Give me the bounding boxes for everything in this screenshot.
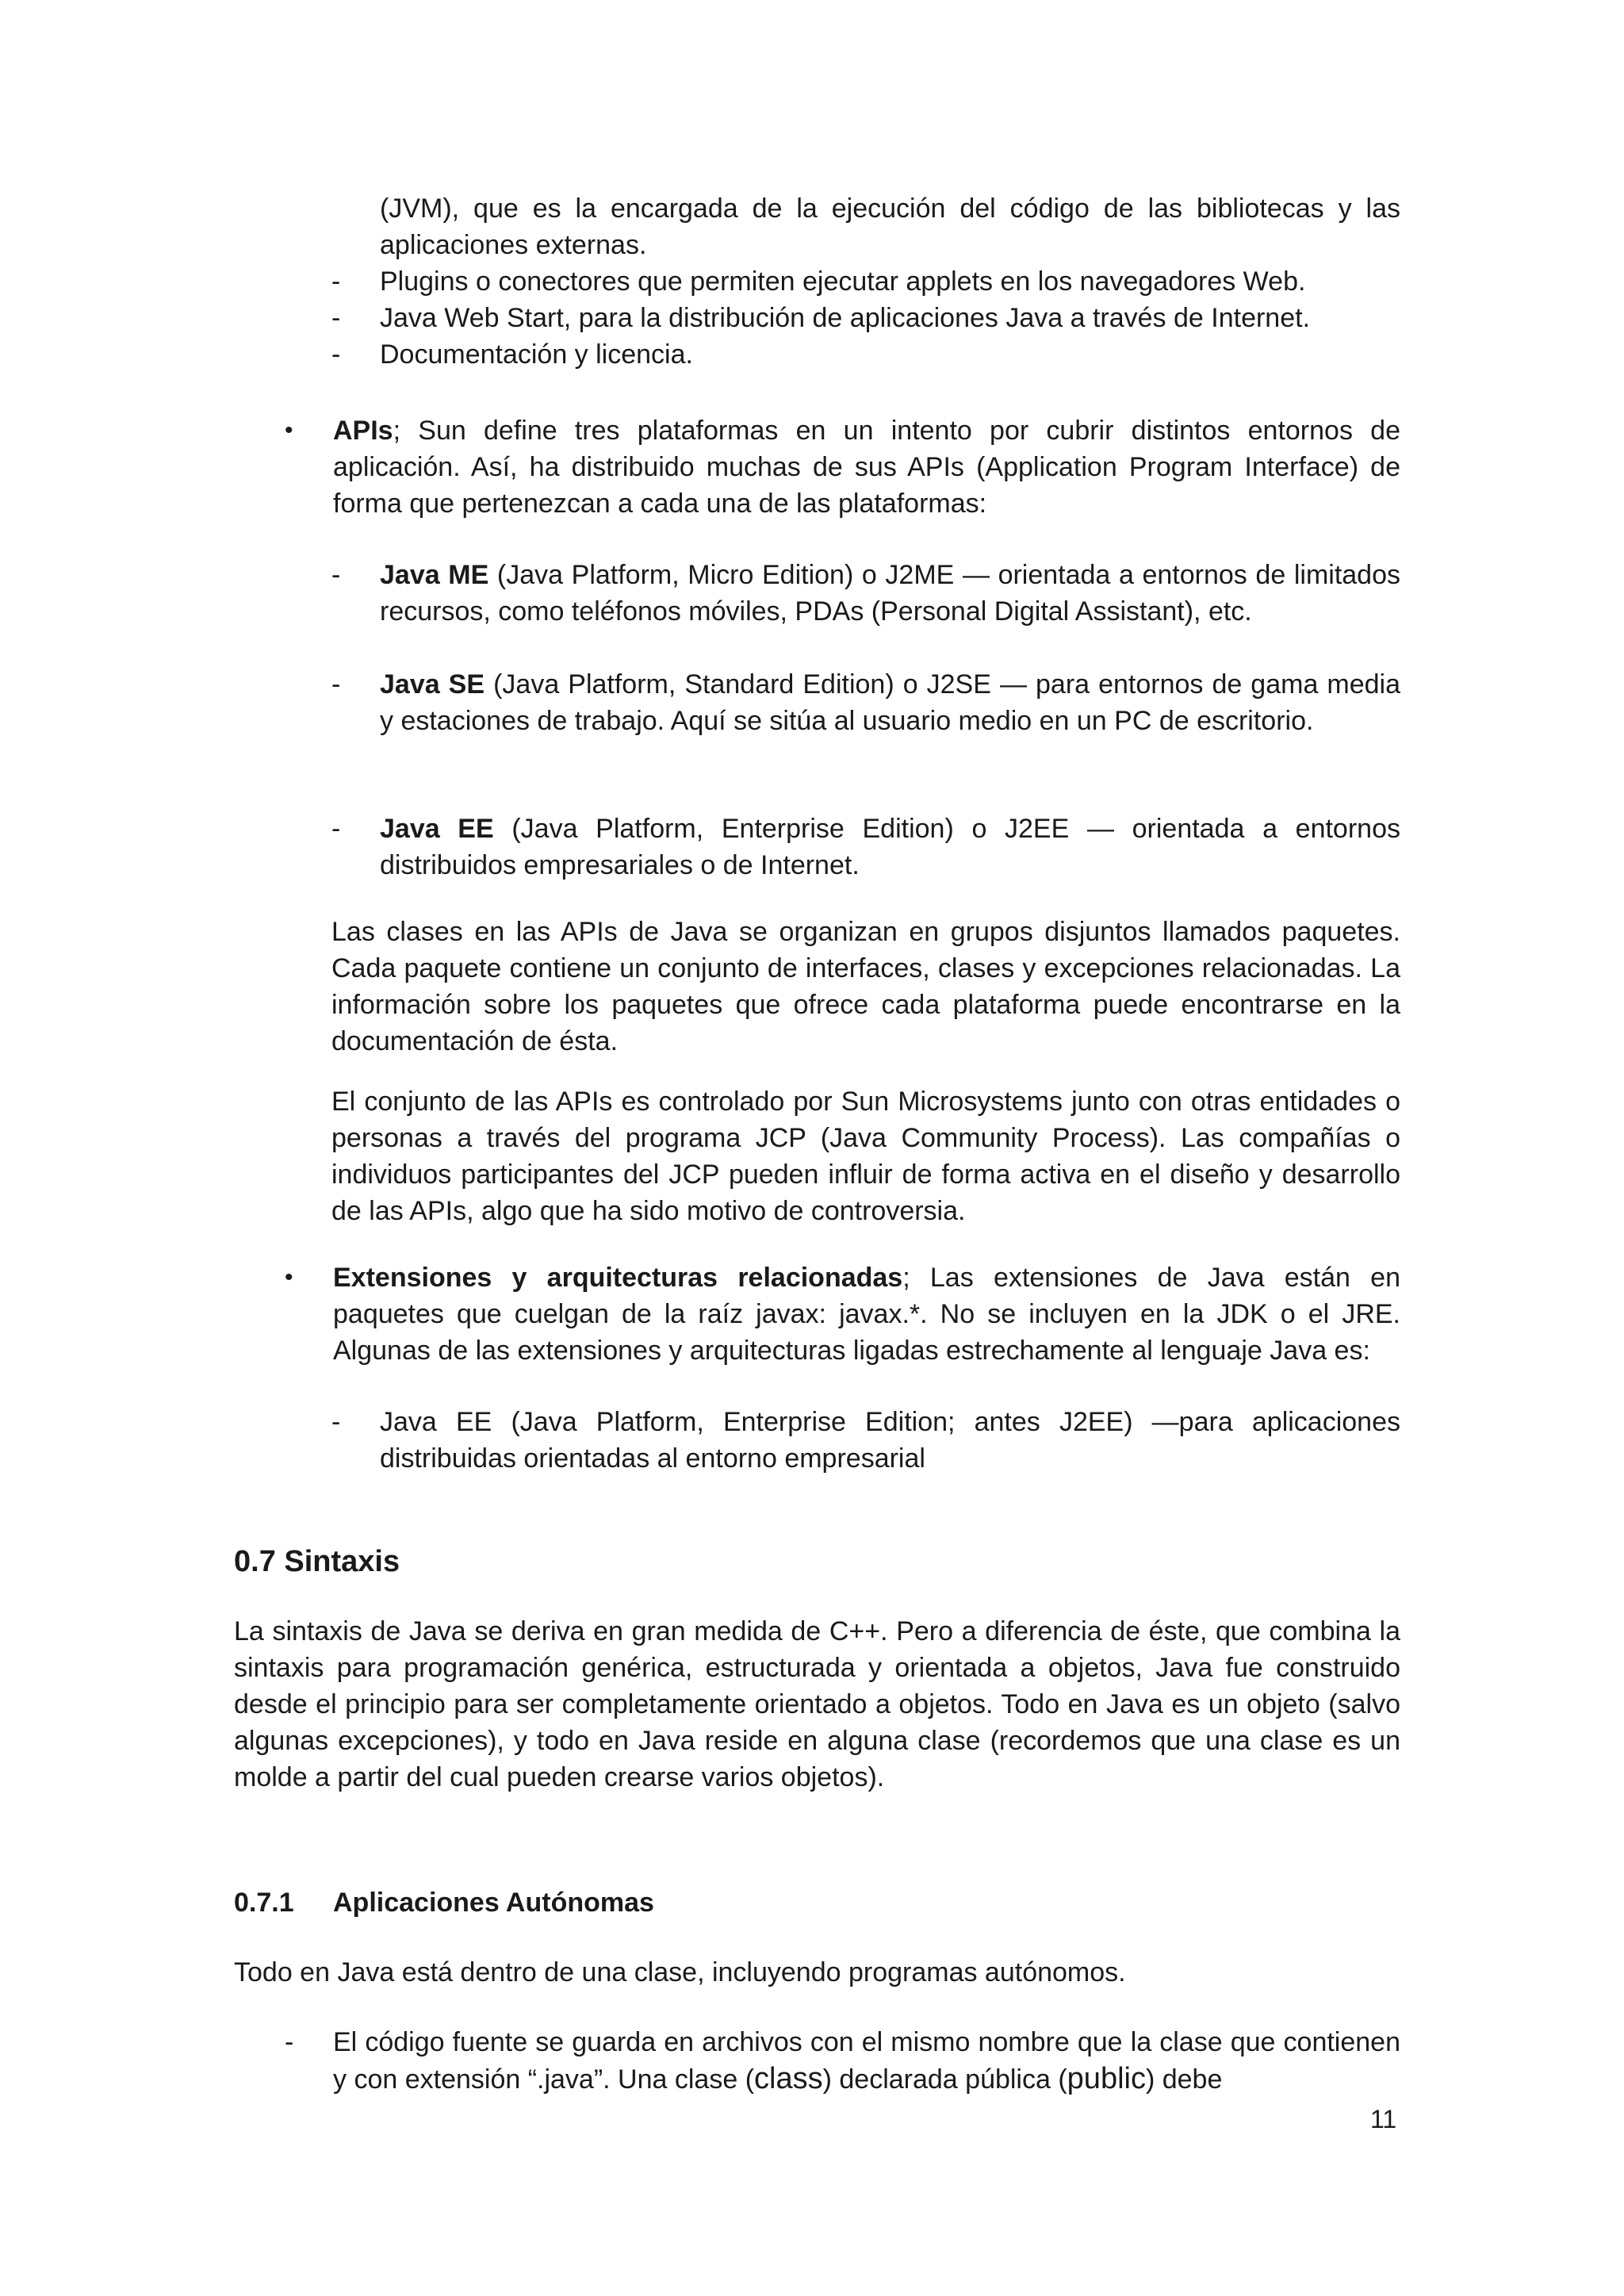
apis-title: APIs — [333, 416, 393, 446]
apis-jcp-paragraph: El conjunto de las APIs es controlado por Sun Microsystems junto con otras entidades o personas a través del programa JCP (Java Community Process). Las compañías o individuos participantes del JCP pueden influir de forma activa en el diseño y desarrollo de las APIs, algo que ha sido motivo de controversia. — [331, 1087, 1400, 1226]
bullet-icon: • — [285, 1264, 293, 1290]
list-dash: - — [331, 266, 341, 297]
platform-java-ee — [380, 811, 1400, 884]
sintaxis-paragraph: La sintaxis de Java se deriva en gran medida de C++. Pero a diferencia de éste, que combina la sintaxis para programación genérica, estructurada y orientada a objetos, Java fue construido desde el principio para ser completamente orientado a objetos. Todo en Java es un objeto (salvo algunas excepciones), y todo en Java reside en alguna clase (recordemos que una clase es un molde a partir del cual pueden crearse varios objetos). — [234, 1616, 1400, 1792]
item-text: ) debe — [1145, 2064, 1223, 2095]
item-text: El código fuente se guarda en archivos con el mismo nombre que la clase que contienen y con extensión “.java”. Una clase ( — [333, 2027, 1400, 2095]
platform-text: (Java Platform, Enterprise Edition) o J2EE — orientada a entornos distribuidos empresariales o de Internet. — [380, 814, 1400, 880]
subsection-heading-aplicaciones: Aplicaciones Autónomas — [333, 1888, 654, 1918]
apis-text: ; Sun define tres plataformas en un intento por cubrir distintos entornos de aplicación. Así, ha distribuido muchas de sus APIs (Application Program Interface) de forma que pertenezcan a cada una de las plataformas: — [333, 416, 1400, 519]
autonomas-item-source — [333, 2024, 1400, 2098]
jvm-paragraph: (JVM), que es la encargada de la ejecución del código de las bibliotecas y las aplicaciones externas. — [380, 194, 1400, 260]
platform-java-se — [380, 666, 1400, 739]
list-item-web-start: Java Web Start, para la distribución de aplicaciones Java a través de Internet. — [380, 303, 1311, 333]
keyword-public: public — [1067, 2062, 1146, 2095]
list-dash: - — [285, 2027, 294, 2057]
list-dash: - — [331, 339, 341, 370]
extensions-item: Java EE (Java Platform, Enterprise Edition; antes J2EE) —para aplicaciones distribuidas orientadas al entorno empresarial — [380, 1407, 1400, 1474]
item-text: ) declarada pública ( — [822, 2064, 1067, 2095]
extensions-paragraph — [333, 1259, 1400, 1369]
list-dash: - — [331, 303, 341, 333]
list-item-docs: Documentación y licencia. — [380, 339, 693, 370]
apis-packages-paragraph: Las clases en las APIs de Java se organizan en grupos disjuntos llamados paquetes. Cada paquete contiene un conjunto de interfaces, clases y excepciones relacionadas. La información sobre los paquetes que ofrece cada plataforma puede encontrarse en la documentación de ésta. — [331, 917, 1400, 1056]
extensions-text: ; Las extensiones de Java están en paquetes que cuelgan de la raíz javax: javax.*. No se incluyen en la JDK o el JRE. Algunas de las extensiones y arquitecturas ligadas estrechamente al lenguaje Java es: — [333, 1263, 1400, 1366]
platform-name: Java SE — [380, 669, 485, 700]
platform-text: (Java Platform, Standard Edition) o J2SE — para entornos de gama media y estaciones de trabajo. Aquí se sitúa al usuario medio en un PC de escritorio. — [380, 669, 1400, 736]
platform-name: Java EE — [380, 814, 494, 844]
platform-text: (Java Platform, Micro Edition) o J2ME — orientada a entornos de limitados recursos, como teléfonos móviles, PDAs (Personal Digital Assistant), etc. — [380, 560, 1400, 627]
keyword-class: class — [754, 2062, 823, 2095]
apis-paragraph — [333, 412, 1400, 522]
list-dash: - — [331, 814, 341, 844]
section-heading-sintaxis: 0.7 Sintaxis — [234, 1545, 400, 1578]
page-number: 11 — [1370, 2105, 1397, 2133]
platform-java-me — [380, 557, 1400, 630]
list-dash: - — [331, 669, 341, 700]
subsection-number: 0.7.1 — [234, 1888, 294, 1918]
platform-name: Java ME — [380, 560, 489, 590]
list-item-plugins: Plugins o conectores que permiten ejecutar applets en los navegadores Web. — [380, 266, 1306, 297]
bullet-icon: • — [285, 417, 293, 443]
extensions-title: Extensiones y arquitecturas relacionadas — [333, 1263, 903, 1293]
list-dash: - — [331, 1407, 341, 1437]
autonomas-paragraph: Todo en Java está dentro de una clase, incluyendo programas autónomos. — [234, 1957, 1126, 1987]
list-dash: - — [331, 560, 341, 590]
